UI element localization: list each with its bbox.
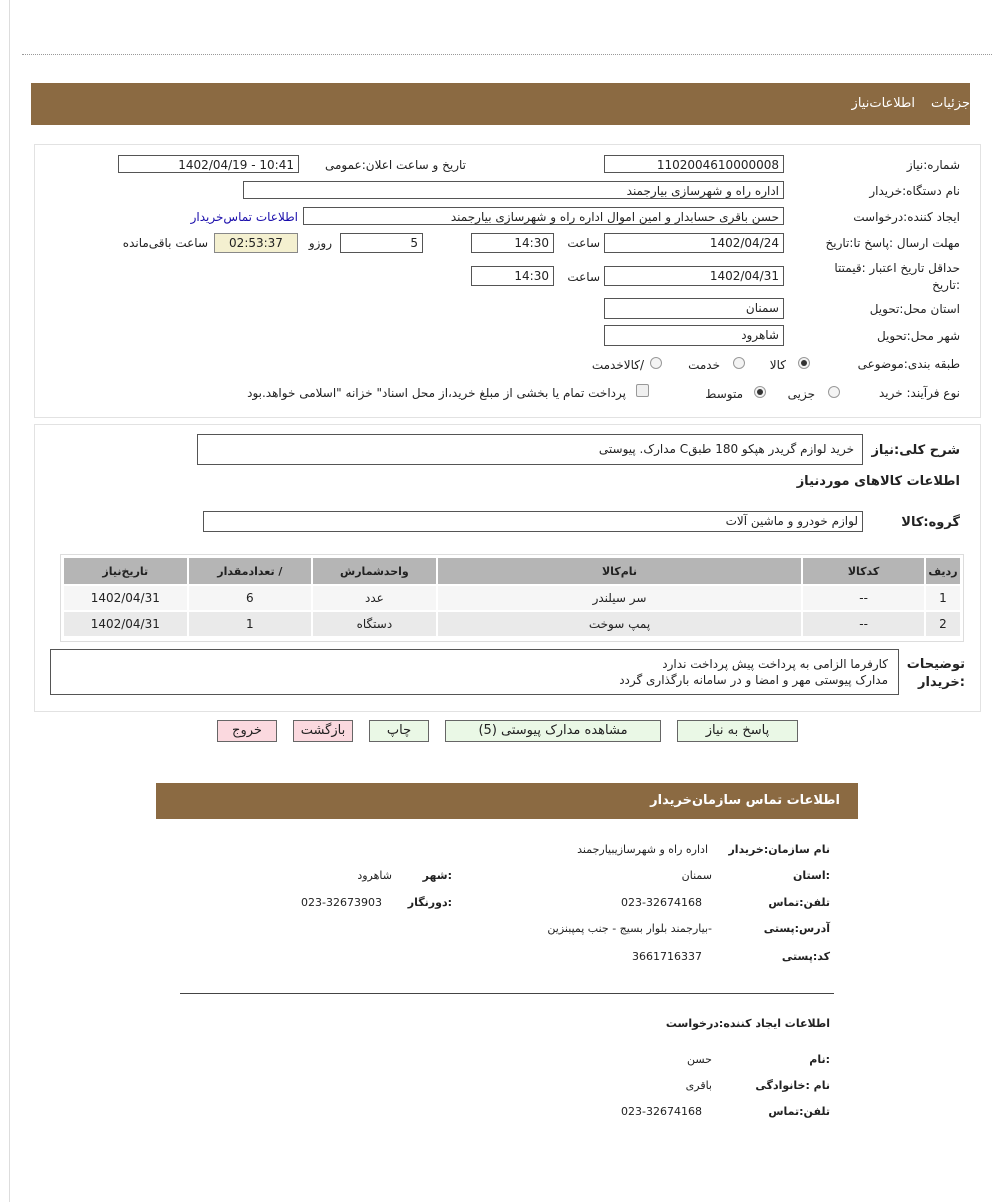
radio-goods-service-label: /کالاخدمت [591,358,644,372]
deadline-date-field: 1402/04/24 [604,233,784,253]
deadline-label: مهلت ارسال :پاسخ تا:تاریخ [825,236,960,250]
validity-date-field: 1402/04/31 [604,266,784,286]
contact-postal-label: کد:پستی [781,950,830,963]
cell-qty: 1 [246,617,254,631]
creator-name-label: :نام [809,1053,830,1066]
cell-row-number: 2 [939,617,947,631]
contact-org-label: نام سازمان:خریدار [728,843,830,856]
remaining-label: ساعت باقی‌مانده [122,236,208,250]
contact-fax-label: :دورنگار [407,896,452,909]
deadline-time-label: ساعت [567,236,600,250]
items-table [62,556,962,638]
table-row [64,586,960,610]
buyer-org-label: نام دستگاه:خریدار [869,184,960,198]
province-field: سمنان [604,298,784,319]
radio-goods[interactable] [798,357,810,369]
col-code-header: کدکالا [803,558,924,584]
print-button[interactable]: چاپ [369,720,429,742]
cell-name: سر سیلندر [592,591,647,605]
process-type-label: نوع فرآیند: خرید [879,386,960,400]
days-label: روزو [308,236,332,250]
need-number-field: 1102004610000008 [604,155,784,173]
remaining-time-field: 02:53:37 [214,233,298,253]
contact-address-value: -بیارجمند بلوار بسیج - جنب پمپبنزین [547,922,712,935]
col-date-header: تاریخ‌نیاز [64,558,187,584]
cell-date: 1402/04/31 [90,617,160,631]
radio-partial-label: جزیی [787,387,815,401]
contact-city-value: شاهرود [357,869,392,882]
validity-label-line1: حداقل تاریخ اعتبار :قیمتتا [834,261,960,275]
city-field: شاهرود [604,325,784,346]
contact-phone-value: 023-32674168 [621,896,702,909]
group-label: گروه:کالا [901,515,960,530]
buyer-notes-label-line2: :خریدار [918,675,965,690]
buyer-notes-label-line1: توضیحات [906,657,965,672]
page-left-border [9,0,10,1202]
reply-to-need-button[interactable]: پاسخ به نیاز [677,720,798,742]
buyer-notes-box [50,649,899,695]
category-label: طبقه بندی:موضوعی [857,357,960,371]
radio-partial[interactable] [828,386,840,398]
summary-field: خرید لوازم گریدر هپکو 180 طبقC مدارک. پیوستی [197,434,863,465]
deadline-time-field: 14:30 [471,233,554,253]
contact-header-bar [156,783,858,819]
creator-label: ایجاد کننده:درخواست [853,210,960,224]
validity-time-label: ساعت [567,270,600,284]
announce-field: 1402/04/19 - 10:41 [118,155,299,173]
col-qty-header: / تعدادمقدار [189,558,312,584]
treasury-payment-checkbox[interactable] [636,384,649,397]
items-table-header-row [64,558,960,584]
nav-details-link[interactable]: جزئیات [931,96,970,111]
cell-qty: 6 [246,591,254,605]
nav-bar [31,83,970,125]
radio-goods-service[interactable] [650,357,662,369]
goods-info-title: اطلاعات کالاهای موردنیاز [796,474,960,489]
creator-family-value: باقری [685,1079,712,1092]
col-row-header: ردیف [926,558,960,584]
contact-org-value: اداره راه و شهرسازیبیارجمند [577,843,708,856]
creator-phone-value: 023-32674168 [621,1105,702,1118]
radio-medium-label: متوسط [705,387,743,401]
table-row [64,612,960,636]
radio-service[interactable] [733,357,745,369]
validity-label-line2: :تاریخ [932,278,960,292]
buyer-notes-line1: کارفرما الزامی به پرداخت پیش پرداخت ندارد [662,657,888,671]
treasury-payment-note: پرداخت تمام یا بخشی از مبلغ خرید،از محل اسناد" خزانه "اسلامی خواهد.بود [247,386,626,400]
creator-field: حسن باقری حسابدار و امین اموال اداره راه و شهرسازی بیارجمند [303,207,784,225]
contact-postal-value: 3661716337 [632,950,702,963]
creator-family-label: نام :خانوادگی [755,1079,830,1092]
contact-header-title: اطلاعات تماس سازمان‌خریدار [650,793,840,808]
contact-fax-value: 023-32673903 [301,896,382,909]
creator-phone-label: تلفن:تماس [768,1105,830,1118]
contact-city-label: :شهر [422,869,452,882]
buyer-notes-line2: مدارک پیوستی مهر و امضا و در سامانه بارگذاری گردد [619,673,888,687]
group-field: لوازم خودرو و ماشین آلات [203,511,863,532]
view-attachments-button[interactable]: مشاهده مدارک پیوستی (5) [445,720,661,742]
cell-name: پمپ سوخت [588,617,651,631]
need-number-label: شماره:نیاز [906,158,960,172]
top-divider [22,54,992,55]
cell-code: -- [859,591,868,605]
col-unit-header: واحدشمارش [313,558,436,584]
province-label: استان محل:تحویل [869,302,960,316]
cell-date: 1402/04/31 [90,591,160,605]
announce-label: تاریخ و ساعت اعلان:عمومی [324,158,466,172]
summary-label: شرح کلی:نیاز [871,443,960,458]
creator-name-value: حسن [687,1053,712,1066]
validity-time-field: 14:30 [471,266,554,286]
cell-unit: عدد [365,591,384,605]
creator-info-title: اطلاعات ایجاد کننده:درخواست [665,1017,830,1030]
cell-unit: دستگاه [356,617,393,631]
contact-province-label: :استان [793,869,830,882]
city-label: شهر محل:تحویل [876,329,960,343]
contact-divider [180,993,834,994]
days-field: 5 [340,233,423,253]
back-button[interactable]: بازگشت [293,720,353,742]
contact-phone-label: تلفن:تماس [768,896,830,909]
radio-goods-label: کالا [769,358,786,372]
contact-address-label: آدرس:پستی [763,922,830,935]
col-name-header: نام‌کالا [438,558,802,584]
buyer-contact-link[interactable]: اطلاعات تماس‌خریدار [190,210,298,224]
contact-province-value: سمنان [681,869,712,882]
radio-service-label: خدمت [688,358,720,372]
cell-code: -- [859,617,868,631]
buyer-org-field: اداره راه و شهرسازی بیارجمند [243,181,784,199]
exit-button[interactable]: خروج [217,720,277,742]
radio-medium[interactable] [754,386,766,398]
nav-need-info-link[interactable]: اطلاعات‌نیاز [851,96,915,111]
cell-row-number: 1 [939,591,947,605]
